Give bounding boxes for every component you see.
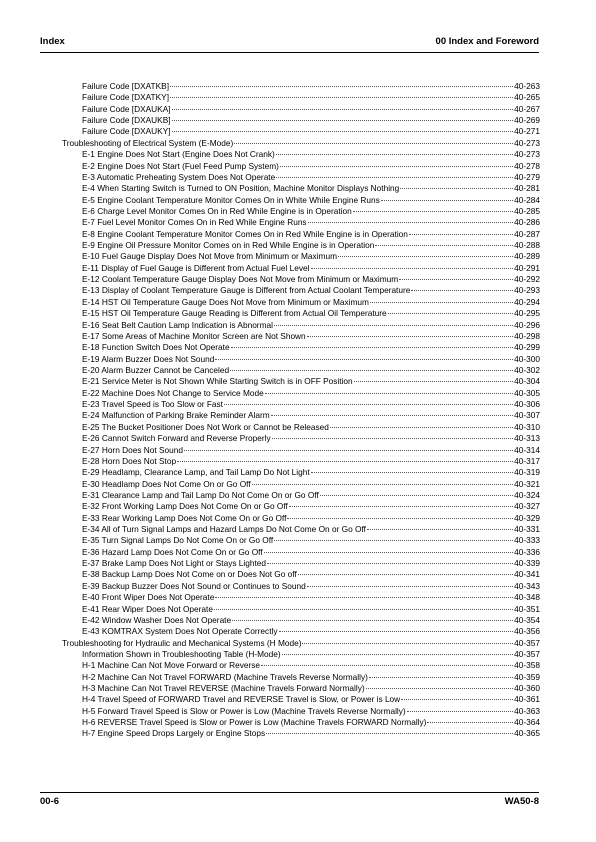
entry-page-number: 40-341 bbox=[514, 569, 540, 580]
dot-leader bbox=[353, 203, 513, 212]
entry-title: E-35 Turn Signal Lamps Do Not Come On or Go Off bbox=[82, 535, 274, 546]
dot-leader bbox=[311, 260, 514, 269]
dot-leader bbox=[370, 294, 513, 303]
entry-title: E-38 Backup Lamp Does Not Come on or Does Not Go off bbox=[82, 569, 297, 580]
entry-title: E-7 Fuel Level Monitor Comes On in Red While Engine Runs bbox=[82, 217, 307, 228]
dot-leader bbox=[279, 623, 514, 632]
entry-title: E-41 Rear Wiper Does Not Operate bbox=[82, 603, 213, 614]
entry-page-number: 40-296 bbox=[514, 319, 540, 330]
dot-leader bbox=[330, 419, 513, 428]
dot-leader bbox=[215, 589, 513, 598]
entry-title: E-32 Front Working Lamp Does Not Come On or Go Off bbox=[82, 501, 288, 512]
dot-leader bbox=[272, 430, 514, 439]
entry-title: E-36 Hazard Lamp Does Not Come On or Go Off bbox=[82, 546, 263, 557]
entry-page-number: 40-278 bbox=[514, 160, 540, 171]
entry-page-number: 40-348 bbox=[514, 592, 540, 603]
page-footer bbox=[40, 796, 539, 812]
entry-page-number: 40-289 bbox=[514, 251, 540, 262]
entry-title: E-5 Engine Coolant Temperature Monitor Comes On in White While Engine Runs bbox=[82, 194, 380, 205]
dot-leader bbox=[170, 89, 513, 98]
dot-leader bbox=[264, 544, 514, 553]
dot-leader bbox=[298, 566, 513, 575]
dot-leader bbox=[231, 339, 514, 348]
entry-page-number: 40-294 bbox=[514, 296, 540, 307]
dot-leader bbox=[367, 521, 513, 530]
entry-title: E-34 All of Turn Signal Lamps and Hazard Lamps Do Not Come On or Go Off bbox=[82, 524, 366, 535]
dot-leader bbox=[401, 691, 513, 700]
entry-title: E-25 The Bucket Positioner Does Not Work or Cannot be Released bbox=[82, 421, 329, 432]
entry-page-number: 40-306 bbox=[514, 399, 540, 410]
entry-page-number: 40-273 bbox=[514, 137, 540, 148]
dot-leader bbox=[271, 407, 513, 416]
entry-title: E-24 Malfunction of Parking Brake Reminder Alarm bbox=[82, 410, 270, 421]
entry-page-number: 40-304 bbox=[514, 376, 540, 387]
entry-page-number: 40-263 bbox=[514, 81, 540, 91]
entry-page-number: 40-299 bbox=[514, 342, 540, 353]
entry-page-number: 40-267 bbox=[514, 103, 540, 114]
dot-leader bbox=[265, 385, 513, 394]
dot-leader bbox=[282, 646, 514, 655]
entry-page-number: 40-307 bbox=[514, 410, 540, 421]
entry-page-number: 40-324 bbox=[514, 489, 540, 500]
entry-title: E-40 Front Wiper Does Not Operate bbox=[82, 592, 215, 603]
entry-title: Failure Code [DXAUKY] bbox=[82, 126, 171, 137]
entry-title: E-18 Function Switch Does Not Operate bbox=[82, 342, 230, 353]
entry-title: E-4 When Starting Switch is Turned to ON Position, Machine Monitor Displays Nothing bbox=[82, 183, 400, 194]
entry-page-number: 40-356 bbox=[514, 626, 540, 637]
entry-title: E-14 HST Oil Temperature Gauge Does Not Move from Minimum or Maximum bbox=[82, 296, 369, 307]
entry-page-number: 40-339 bbox=[514, 558, 540, 569]
entry-page-number: 40-327 bbox=[514, 501, 540, 512]
entry-title: Information Shown in Troubleshooting Table (H-Mode) bbox=[82, 648, 281, 659]
entry-title: E-3 Automatic Preheating System Does Not Operate bbox=[82, 171, 276, 182]
entry-page-number: 40-302 bbox=[514, 364, 540, 375]
entry-page-number: 40-269 bbox=[514, 115, 540, 126]
entry-title: Failure Code [DXAUKB] bbox=[82, 115, 171, 126]
dot-leader bbox=[224, 396, 513, 405]
dot-leader bbox=[214, 601, 513, 610]
dot-leader bbox=[320, 487, 513, 496]
entry-title: H-7 Engine Speed Drops Largely or Engine Stops bbox=[82, 728, 266, 739]
entry-title: E-42 Window Washer Does Not Operate bbox=[82, 614, 232, 625]
entry-title: E-43 KOMTRAX System Does Not Operate Correctly bbox=[82, 626, 278, 637]
entry-title: E-37 Brake Lamp Does Not Light or Stays Lighted bbox=[82, 558, 267, 569]
dot-leader bbox=[308, 214, 514, 223]
entry-title: E-23 Travel Speed is Too Slow or Fast bbox=[82, 399, 223, 410]
entry-page-number: 40-361 bbox=[514, 694, 540, 705]
dot-leader bbox=[287, 510, 513, 519]
entry-page-number: 40-321 bbox=[514, 478, 540, 489]
dot-leader bbox=[261, 657, 513, 666]
entry-page-number: 40-358 bbox=[514, 660, 540, 671]
entry-title: H-6 REVERSE Travel Speed is Slow or Power is Low (Machine Travels FORWARD Normally) bbox=[82, 717, 427, 728]
entry-page-number: 40-343 bbox=[514, 580, 540, 591]
entry-page-number: 40-305 bbox=[514, 387, 540, 398]
entry-title: E-33 Rear Working Lamp Does Not Come On or Go Off bbox=[82, 512, 287, 523]
header-section-title: Index bbox=[40, 36, 65, 47]
entry-title: E-21 Service Meter is Not Shown While Starting Switch is in OFF Position bbox=[82, 376, 353, 387]
entry-title: H-3 Machine Can Not Travel REVERSE (Machine Travels Forward Normally) bbox=[82, 683, 365, 694]
entry-page-number: 40-271 bbox=[514, 126, 540, 137]
entry-title: E-13 Display of Coolant Temperature Gauge is Different from Actual Coolant Temperature bbox=[82, 285, 411, 296]
entry-title: H-1 Machine Can Not Move Forward or Reverse bbox=[82, 660, 260, 671]
dot-leader bbox=[307, 578, 513, 587]
entry-page-number: 40-292 bbox=[514, 274, 540, 285]
dot-leader bbox=[407, 703, 513, 712]
dot-leader bbox=[338, 248, 513, 257]
entry-page-number: 40-336 bbox=[514, 546, 540, 557]
entry-page-number: 40-265 bbox=[514, 92, 540, 103]
dot-leader bbox=[172, 123, 514, 132]
entry-title: Troubleshooting of Electrical System (E-Mode) bbox=[62, 137, 234, 148]
entry-title: H-4 Travel Speed of FORWARD Travel and REVERSE Travel is Slow, or Power is Low bbox=[82, 694, 401, 705]
footer-rule bbox=[40, 792, 539, 793]
entry-page-number: 40-354 bbox=[514, 614, 540, 625]
entry-title: Failure Code [DXAUKA] bbox=[82, 103, 171, 114]
model-name: WA50-8 bbox=[504, 796, 539, 807]
dot-leader bbox=[311, 464, 513, 473]
entry-page-number: 40-357 bbox=[514, 637, 540, 648]
dot-leader bbox=[177, 453, 513, 462]
header-rule bbox=[40, 52, 539, 53]
dot-leader bbox=[172, 101, 514, 110]
dot-leader bbox=[302, 635, 513, 644]
entry-page-number: 40-351 bbox=[514, 603, 540, 614]
dot-leader bbox=[276, 169, 513, 178]
dot-leader bbox=[274, 317, 513, 326]
entry-page-number: 40-288 bbox=[514, 240, 540, 251]
entry-page-number: 40-286 bbox=[514, 217, 540, 228]
entry-title: E-22 Machine Does Not Change to Service Mode bbox=[82, 387, 264, 398]
dot-leader bbox=[232, 612, 513, 621]
entry-page-number: 40-281 bbox=[514, 183, 540, 194]
entry-title: E-31 Clearance Lamp and Tail Lamp Do Not Come On or Go Off bbox=[82, 489, 319, 500]
entry-title: E-29 Headlamp, Clearance Lamp, and Tail Lamp Do Not Light bbox=[82, 467, 310, 478]
entry-page-number: 40-287 bbox=[514, 228, 540, 239]
dot-leader bbox=[381, 192, 513, 201]
entry-page-number: 40-317 bbox=[514, 455, 540, 466]
entry-title: E-28 Horn Does Not Stop bbox=[82, 455, 177, 466]
entry-title: E-20 Alarm Buzzer Cannot be Canceled bbox=[82, 364, 230, 375]
entry-page-number: 40-293 bbox=[514, 285, 540, 296]
dot-leader bbox=[375, 237, 513, 246]
entry-page-number: 40-300 bbox=[514, 353, 540, 364]
entry-title: H-2 Machine Can Not Travel FORWARD (Machine Travels Reverse Normally) bbox=[82, 671, 368, 682]
entry-page-number: 40-365 bbox=[514, 728, 540, 739]
dot-leader bbox=[411, 282, 513, 291]
dot-leader bbox=[184, 442, 513, 451]
page-number: 00-6 bbox=[40, 796, 60, 807]
page-header bbox=[40, 36, 539, 52]
entry-title: E-2 Engine Does Not Start (Fuel Feed Pump System) bbox=[82, 160, 279, 171]
entry-page-number: 40-310 bbox=[514, 421, 540, 432]
entry-title: E-8 Engine Coolant Temperature Monitor Comes On in Red While Engine is in Operation bbox=[82, 228, 408, 239]
entry-page-number: 40-364 bbox=[514, 717, 540, 728]
entry-page-number: 40-360 bbox=[514, 683, 540, 694]
dot-leader bbox=[234, 135, 513, 144]
entry-title: E-19 Alarm Buzzer Does Not Sound bbox=[82, 353, 215, 364]
index-list bbox=[62, 80, 540, 739]
dot-leader bbox=[399, 271, 513, 280]
dot-leader bbox=[354, 373, 513, 382]
entry-title: Failure Code [DXATKB] bbox=[82, 81, 169, 91]
dot-leader bbox=[266, 725, 513, 734]
entry-page-number: 40-291 bbox=[514, 262, 540, 273]
dot-leader bbox=[289, 498, 513, 507]
entry-title: E-10 Fuel Gauge Display Does Not Move from Minimum or Maximum bbox=[82, 251, 337, 262]
entry-title: Failure Code [DXATKY] bbox=[82, 92, 169, 103]
entry-title: E-17 Some Areas of Machine Monitor Screen are Not Shown bbox=[82, 330, 306, 341]
dot-leader bbox=[400, 180, 513, 189]
entry-title: E-27 Horn Does Not Sound bbox=[82, 444, 184, 455]
dot-leader bbox=[230, 362, 513, 371]
entry-page-number: 40-295 bbox=[514, 308, 540, 319]
dot-leader bbox=[427, 714, 513, 723]
entry-page-number: 40-363 bbox=[514, 705, 540, 716]
entry-title: E-9 Engine Oil Pressure Monitor Comes on in Red While Engine is in Operation bbox=[82, 240, 375, 251]
entry-page-number: 40-331 bbox=[514, 524, 540, 535]
entry-page-number: 40-357 bbox=[514, 648, 540, 659]
entry-page-number: 40-319 bbox=[514, 467, 540, 478]
dot-leader bbox=[388, 305, 513, 314]
dot-leader bbox=[280, 158, 513, 167]
entry-page-number: 40-333 bbox=[514, 535, 540, 546]
dot-leader bbox=[172, 112, 514, 121]
entry-page-number: 40-314 bbox=[514, 444, 540, 455]
entry-page-number: 40-329 bbox=[514, 512, 540, 523]
entry-title: Troubleshooting for Hydraulic and Mechanical Systems (H Mode) bbox=[62, 637, 302, 648]
dot-leader bbox=[307, 328, 513, 337]
entry-page-number: 40-279 bbox=[514, 171, 540, 182]
entry-page-number: 40-285 bbox=[514, 205, 540, 216]
header-chapter-title: 00 Index and Foreword bbox=[435, 36, 539, 47]
entry-page-number: 40-298 bbox=[514, 330, 540, 341]
entry-title: E-15 HST Oil Temperature Gauge Reading is Different from Actual Oil Temperature bbox=[82, 308, 387, 319]
index-entry[interactable] bbox=[62, 727, 540, 738]
entry-title: E-39 Backup Buzzer Does Not Sound or Continues to Sound bbox=[82, 580, 306, 591]
dot-leader bbox=[267, 555, 513, 564]
entry-title: E-26 Cannot Switch Forward and Reverse Properly bbox=[82, 433, 271, 444]
entry-page-number: 40-284 bbox=[514, 194, 540, 205]
entry-page-number: 40-359 bbox=[514, 671, 540, 682]
dot-leader bbox=[170, 78, 513, 87]
dot-leader bbox=[276, 146, 513, 155]
dot-leader bbox=[215, 351, 513, 360]
entry-title: E-12 Coolant Temperature Gauge Display Does Not Move from Minimum or Maximum bbox=[82, 274, 399, 285]
entry-page-number: 40-313 bbox=[514, 433, 540, 444]
dot-leader bbox=[252, 476, 514, 485]
dot-leader bbox=[369, 669, 513, 678]
entry-title: H-5 Forward Travel Speed is Slow or Power is Low (Machine Travels Reverse Normally) bbox=[82, 705, 406, 716]
entry-title: E-6 Charge Level Monitor Comes On in Red While Engine is in Operation bbox=[82, 205, 352, 216]
entry-title: E-1 Engine Does Not Start (Engine Does Not Crank) bbox=[82, 149, 275, 160]
dot-leader bbox=[274, 532, 513, 541]
entry-page-number: 40-273 bbox=[514, 149, 540, 160]
entry-title: E-16 Seat Belt Caution Lamp Indication is Abnormal bbox=[82, 319, 273, 330]
dot-leader bbox=[409, 226, 513, 235]
entry-title: E-11 Display of Fuel Gauge is Different from Actual Fuel Level bbox=[82, 262, 310, 273]
entry-title: E-30 Headlamp Does Not Come On or Go Off bbox=[82, 478, 251, 489]
dot-leader bbox=[366, 680, 514, 689]
